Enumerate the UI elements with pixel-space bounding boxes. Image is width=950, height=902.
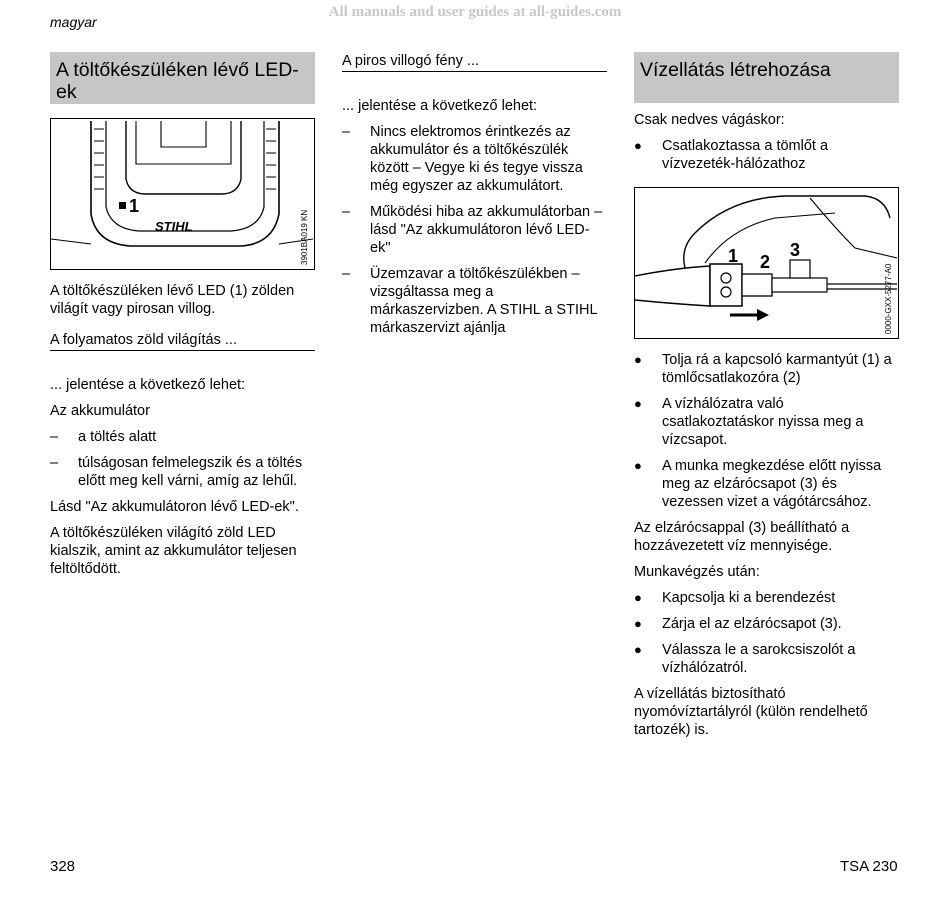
list-item: – Üzemzavar a töltőkészülékben – vizsgáltassa meg a márkaszervizben. A STIHL a STIHL márkaszervizt ajánlja <box>342 266 597 336</box>
led-indicator <box>119 202 126 209</box>
paragraph: Lásd "Az akkumulátoron lévő LED-ek". <box>50 499 299 515</box>
section-heading-led: A töltőkészüléken lévő LED-ek <box>50 52 315 104</box>
stihl-logo: STIHL <box>155 219 193 234</box>
paragraph: A vízellátás biztosítható nyomóvíztartályról (külön rendelhető tartozék) is. <box>634 686 868 738</box>
water-figure <box>634 187 899 339</box>
list-item: ● A munka megkezdése előtt nyissa meg az elzárócsapot (3) és vezessen vizet a vágótárcsához. <box>634 458 882 510</box>
section-heading-water: Vízellátás létrehozása <box>634 52 899 103</box>
shutoff-valve <box>790 260 810 278</box>
figure-code: 3901BA019 KN <box>300 209 309 265</box>
watermark: All manuals and user guides at all-guides.com <box>328 4 622 20</box>
figure-label-3: 3 <box>790 240 801 260</box>
figure-label-2: 2 <box>760 252 771 272</box>
water-connection-illustration <box>635 188 897 338</box>
paragraph: Munkavégzés után: <box>634 564 760 580</box>
list-item: ● A vízhálózatra való csatlakoztatáskor nyissa meg a vízcsapot. <box>634 396 864 448</box>
hose-connector <box>742 274 772 296</box>
list-item: ● Válassza le a sarokcsiszolót a vízhálózatról. <box>634 642 856 676</box>
list-item: ● Csatlakoztassa a tömlőt a vízvezeték-hálózathoz <box>634 138 829 172</box>
model-name: TSA 230 <box>840 858 898 875</box>
page-number: 328 <box>50 858 76 875</box>
coupling-sleeve <box>710 264 742 306</box>
paragraph: Az akkumulátor <box>50 403 150 419</box>
paragraph: ... jelentése a következő lehet: <box>342 98 538 114</box>
list-item: ● Tolja rá a kapcsoló karmantyút (1) a tömlőcsatlakozóra (2) <box>634 352 892 386</box>
column-1 <box>50 52 315 578</box>
list-item: ● Zárja el az elzárócsapot (3). <box>634 616 842 632</box>
list-item: – Működési hiba az akkumulátorban – lásd "Az akkumulátoron lévő LED-ek" <box>342 204 603 256</box>
charger-illustration <box>51 119 313 269</box>
paragraph: A töltőkészüléken világító zöld LED kialszik, amint az akkumulátor teljesen feltöltődött. <box>50 525 297 577</box>
paragraph: ... jelentése a következő lehet: <box>50 377 246 393</box>
figure-code: 0000-GXX-5277-A0 <box>884 263 893 334</box>
list-item: – Nincs elektromos érintkezés az akkumulátor és a töltőkészülék között – Vegye ki és tegye vissza még egyszer az akkumulátort. <box>342 124 583 194</box>
subheading-red: A piros villogó fény ... <box>342 52 607 72</box>
charger-figure <box>50 118 315 270</box>
list-item: – túlságosan felmelegszik és a töltés előtt meg kell várni, amíg az lehűl. <box>50 455 303 489</box>
subheading-green: A folyamatos zöld világítás ... <box>50 331 315 351</box>
paragraph: Az elzárócsappal (3) beállítható a hozzávezetett víz mennyisége. <box>634 520 850 554</box>
figure-label-1: 1 <box>728 246 739 266</box>
paragraph: Csak nedves vágáskor: <box>634 112 785 128</box>
list-item: ● Kapcsolja ki a berendezést <box>634 590 836 606</box>
led-number-label: 1 <box>129 196 140 216</box>
list-item: – a töltés alatt <box>50 429 157 445</box>
column-2 <box>342 52 607 337</box>
paragraph: A töltőkészüléken lévő LED (1) zölden világít vagy pirosan villog. <box>50 283 295 317</box>
column-3 <box>634 52 899 739</box>
language-label: magyar <box>50 14 97 30</box>
